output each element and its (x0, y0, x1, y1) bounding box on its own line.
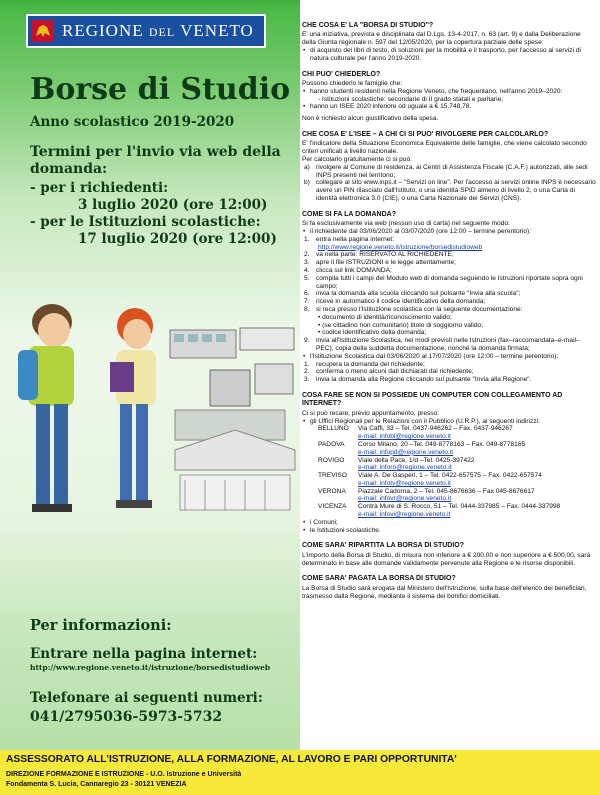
section-what-bullet: • di acquisto dei libri di testo, di soluzioni per la mobilità e il trasporto, per l'accesso ai servizi di natura culturale per l'anno 2019-2020. (302, 47, 596, 63)
deadline-schools-date: 17 luglio 2020 (ore 12:00) (78, 231, 277, 247)
section-what-title: CHE COSA E' LA "BORSA DI STUDIO"? (302, 22, 434, 29)
list-item: 1. entra nella pagina internet: (304, 235, 395, 243)
info-column (302, 22, 596, 747)
section-who-title: CHI PUO' CHIEDERLO? (302, 70, 381, 78)
list-item: 2. va nella parte: RISERVATO AL RICHIEDENTE; (304, 251, 454, 259)
section-what (302, 22, 596, 63)
section-who-bullet1: • hanno studenti residenti nella Regione Veneto, che frequentano, nell'anno 2019–2020: (302, 88, 596, 96)
phone-numbers: 041/2795036-5973-5732 (30, 709, 223, 725)
section-nopc-title: COSA FARE SE NON SI POSSIEDE UN COMPUTER CON COLLEGAMENTO AD INTERNET? (302, 391, 563, 408)
list-item: ROVIGO Viale della Pace, 1/d –Tel. 0425-397422 e-mail: inforo@regione.veneto.it (318, 456, 475, 472)
list-item: • codice identificativo della domanda; (318, 329, 427, 337)
poster-subtitle: Anno scolastico 2019-2020 (30, 114, 235, 130)
section-who-note: Non è richiesto alcun giustificativo della spesa. (302, 115, 439, 123)
section-isee-a: a) rivolgere al Comune di residenza, ai Centri di Assistenza Fiscale (C.A.F.) autorizzati, alle sedi INPS presenti nel territorio; (304, 163, 588, 179)
logo-text: REGIONE DEL VENETO (62, 21, 254, 40)
section-isee-body: E' l'indicatore della Situazione Economica Equivalente delle famiglie, che viene calcolato secondo criteri unificati a livello nazionale. (302, 140, 587, 156)
list-item: 9. invia all'Istituzione Scolastica, nei modi previsti nelle Istruzioni (fax–raccomandata–e-mail–PEC), copia della suddetta documentazione, nonché la domanda firmata; (304, 337, 580, 352)
footer-address: Fondamenta S. Lucia, Cannaregio 23 - 30121 VENEZIA (6, 781, 187, 788)
section-nopc-bullet: • gli Uffici Regionali per le Relazioni con il Pubblico (U.R.P.), ai seguenti indirizzi: (302, 418, 596, 426)
how-url-link[interactable]: http://www.regione.veneto.it/istruzione/borsedistudioweb (318, 243, 483, 251)
section-how-body: Si fa esclusivamente via web (nessun uso di carta) nel seguente modo: (302, 220, 510, 228)
section-paid (302, 575, 596, 600)
section-how (302, 211, 596, 384)
section-isee-body2: Per calcolarlo gratuitamente ci si può: (302, 155, 412, 163)
section-what-body: E' una iniziativa, prevista e disciplinata dal D.Lgs. 13-4-2017, n. 63 (art. 9) e dalla Deliberazione della Giunta regionale n. 597 del 12/05/2020, per la copertura parziale delle spese: (302, 31, 581, 47)
web-heading: Entrare nella pagina internet: (30, 646, 258, 662)
web-url-link[interactable]: http://www.regione.veneto.it/istruzione/borsedistudioweb (30, 663, 271, 672)
lion-icon (28, 16, 58, 46)
section-nopc-bullet2: • i Comuni; (302, 519, 596, 527)
deadline-applicants-date: 3 luglio 2020 (ore 12:00) (78, 197, 268, 213)
section-isee (302, 131, 596, 203)
section-split-body: L'importo della Borsa di Studio, di misura non inferiore a € 200,00 e non superiore a € 500,00, sarà determinato in base alle domande validamente pervenute alla Regione e le risorse disponibili. (302, 551, 591, 567)
list-item: 6. invia la domanda alla scuola cliccando sul pulsante "Invia alla scuola"; (304, 290, 521, 298)
section-how-bullet2: • l'Istituzione Scolastica dal 03/06/2020 al 17/07/2020 (ore 12:00 – termine perentorio): (302, 353, 596, 361)
deadline-applicants: - per i richiedenti: (30, 180, 169, 196)
students-illustration (10, 300, 298, 520)
section-who-body: Possono chiederlo le famiglie che: (302, 80, 403, 87)
list-item: 3. invia la domanda alla Regione cliccando sul pulsante "Invia alla Regione". (304, 376, 532, 384)
offices-list (302, 425, 596, 519)
list-item: 7. riceve in automatico il codice identificativo della domanda; (304, 298, 486, 306)
deadline-heading: Termini per l'invio via web della domanda: (30, 144, 281, 177)
poster-title: Borse di Studio (30, 72, 291, 107)
phone-heading: Telefonare ai seguenti numeri: (30, 690, 263, 706)
section-paid-title: COME SARA' PAGATA LA BORSA DI STUDIO? (302, 575, 456, 583)
list-item: TREVISO Viale A. De Gasperi, 1 – Tel. 0422-657575 – Fax. 0422-657574 e-mail: infotv@regione.veneto.it (318, 472, 542, 487)
section-how-title: COME SI FA LA DOMANDA? (302, 210, 396, 218)
regione-veneto-logo (26, 14, 266, 48)
list-item: PADOVA Corso Milano, 20 –Tel. 049-8778163 – Fax. 049-8778165 e-mail: infopd@regione.veneto.it (318, 440, 526, 456)
info-heading: Per informazioni: (30, 617, 172, 634)
list-item: 5. compila tutti i campi del Modulo web di domanda seguendo le Istruzioni riportate sopra ogni campo; (304, 274, 583, 290)
list-item: VERONA Piazzale Cadorna, 2 – Tel. 045-8676636 – Fax 045-8676617 e-mail: infovr@regione.veneto.it (318, 487, 535, 503)
section-who (302, 71, 596, 123)
section-who-sub: - Istituzioni scolastiche: secondarie di II grado statali e paritarie; (318, 95, 504, 103)
section-nopc (302, 392, 596, 535)
list-item: 4. clicca sul link DOMANDA; (304, 266, 392, 274)
list-item: 3. apre il file ISTRUZIONI e le legge attentamente; (304, 259, 456, 267)
section-split (302, 542, 596, 567)
list-item: 1. recupera la domanda del richiedente; (304, 360, 425, 368)
section-split-title: COME SARA' RIPARTITA LA BORSA DI STUDIO? (302, 542, 465, 550)
section-isee-title: CHE COSA E' L'ISEE – A CHI CI SI PUO' RIVOLGERE PER CALCOLARLO? (302, 130, 549, 138)
deadline-schools: - per le Istituzioni scolastiche: (30, 214, 261, 230)
footer-department: DIREZIONE FORMAZIONE E ISTRUZIONE - U.O. Istruzione e Università (6, 771, 242, 778)
list-item: • documento di identità/riconoscimento valido; (318, 313, 452, 321)
section-who-bullet2: • hanno un ISEE 2020 inferiore od uguale a € 15.748,78. (302, 103, 596, 111)
footer-title: ASSESSORATO ALL'ISTRUZIONE, ALLA FORMAZIONE, AL LAVORO E PARI OPPORTUNITA' (6, 754, 457, 765)
list-item: VICENZA Contrà Mure di S. Rocco, 51 – Tel. 0444-337985 – Fax. 0444-337998 e-mail: infovi@regione.veneto.it (318, 503, 561, 519)
list-item: • (se cittadino non comunitario) titolo di soggiorno valido; (318, 321, 484, 329)
section-paid-body: La Borsa di Studio sarà erogata dal Ministero dell'Istruzione, sulla base dell'elenco dei beneficiari, trasmesso dalla Regione, mediante il sistema dei bonifici domiciliati. (302, 584, 587, 600)
list-item: BELLUNO Via Caffi, 33 – Tel. 0437-946262 – Fax. 0437-946267 e-mail: infobl@regione.veneto.it (318, 425, 513, 441)
list-item: 8. si reca presso l'Istituzione scolastica con la seguente documentazione: (304, 305, 523, 313)
section-how-bullet1: • il richiedente dal 03/06/2020 al 03/07/2020 (ore 12:00 – termine perentorio): (302, 228, 596, 236)
list-item: 2. conferma o meno alcuni dati dichiarati dal richiedente; (304, 368, 474, 376)
section-nopc-bullet3: • le Istituzioni scolastiche. (302, 527, 596, 535)
section-nopc-body: Ci si può recare, previo appuntamento, presso: (302, 409, 440, 417)
section-isee-b: b) collegare al sito www.inps.it – "Servizi on line". Per l'accesso ai servizi online INPS è necessario avere un PIN rilasciato dall'Istituto, o una identità SPID almeno di livello 2, o una Carta di identità elettronica 3.0 (CIE), o una Carta Nazionale dei Servizi (CNS). (304, 179, 596, 202)
